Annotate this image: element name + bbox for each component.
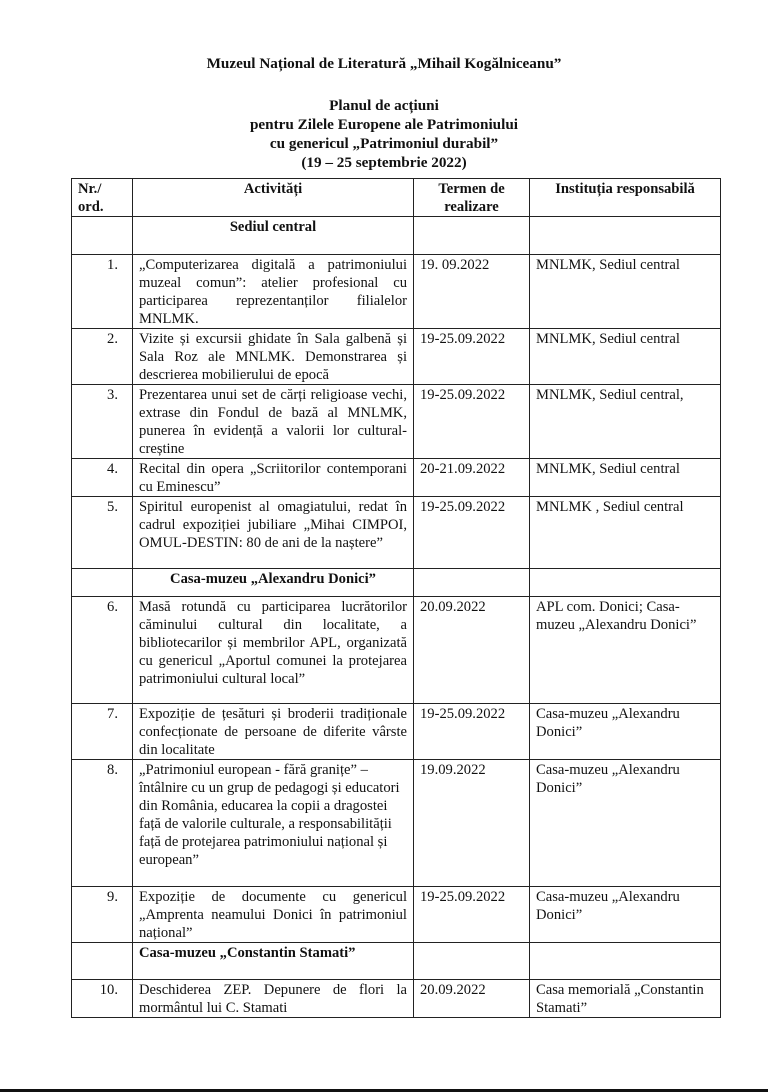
row-number: 9. [72, 887, 133, 943]
row-number: 1. [72, 255, 133, 329]
row-institution: Casa-muzeu „Alexandru Donici” [530, 704, 721, 760]
row-number: 6. [72, 597, 133, 704]
row-institution: MNLMK, Sediul central [530, 329, 721, 385]
section-title: Casa-muzeu „Alexandru Donici” [133, 569, 414, 597]
row-number: 8. [72, 760, 133, 887]
plan-heading-line: cu genericul „Patrimoniul durabil” [269, 135, 499, 152]
row-number: 7. [72, 704, 133, 760]
plan-heading-line: Planul de acțiuni [329, 97, 439, 114]
row-institution: Casa-muzeu „Alexandru Donici” [530, 887, 721, 943]
table-row [72, 597, 721, 704]
row-deadline: 19.09.2022 [414, 760, 530, 887]
table-header-row [72, 179, 721, 217]
header-activities: Activități [133, 179, 414, 217]
row-activity: „Computerizarea digitală a patrimoniului muzeal comun”: atelier profesional cu participarea reprezentanților filialelor MNLMK. [133, 255, 414, 329]
row-number: 2. [72, 329, 133, 385]
table-row [72, 980, 721, 1018]
row-number: 4. [72, 459, 133, 497]
row-activity: „Patrimoniul european - fără granițe” – întâlnire cu un grup de pedagogi și educatori din România, educarea la copii a dragostei față de valorile culturale, a responsabilității față de protejarea patrimoniului național și european” [133, 760, 414, 887]
table-row [72, 255, 721, 329]
row-number: 10. [72, 980, 133, 1018]
row-deadline: 19-25.09.2022 [414, 704, 530, 760]
row-activity: Expoziție de documente cu genericul „Amprenta neamului Donici în patrimoniul național” [133, 887, 414, 943]
row-institution: MNLMK, Sediul central [530, 255, 721, 329]
row-number: 3. [72, 385, 133, 459]
row-institution: Casa memorială „Constantin Stamati” [530, 980, 721, 1018]
table-row [72, 704, 721, 760]
row-activity: Recital din opera „Scriitorilor contemporani cu Eminescu” [133, 459, 414, 497]
row-institution: Casa-muzeu „Alexandru Donici” [530, 760, 721, 887]
row-deadline: 19-25.09.2022 [414, 385, 530, 459]
row-deadline: 19-25.09.2022 [414, 497, 530, 569]
section-title: Sediul central [133, 217, 414, 255]
header-nr: Nr./ ord. [72, 179, 133, 217]
header-deadline: Termen de realizare [414, 179, 530, 217]
row-activity: Deschiderea ZEP. Depunere de flori la mormântul lui C. Stamati [133, 980, 414, 1018]
row-activity: Spiritul europenist al omagiatului, redat în cadrul expoziției jubiliare „Mihai CIMPOI, OMUL-DESTIN: 80 de ani de la naștere” [133, 497, 414, 569]
table-row [72, 459, 721, 497]
header-institution: Instituția responsabilă [530, 179, 721, 217]
row-institution: MNLMK, Sediul central [530, 459, 721, 497]
section-row [72, 943, 721, 980]
table-row [72, 385, 721, 459]
plan-heading [0, 96, 768, 172]
section-title: Casa-muzeu „Constantin Stamati” [133, 943, 414, 980]
row-deadline: 20-21.09.2022 [414, 459, 530, 497]
row-number: 5. [72, 497, 133, 569]
row-activity: Prezentarea unui set de cărți religioase vechi, extrase din Fondul de bază al MNLMK, punerea în evidență a valorii lor cultural-creștine [133, 385, 414, 459]
row-activity: Expoziție de țesături și broderii tradiționale confecționate de persoane de diferite vârste din localitate [133, 704, 414, 760]
row-deadline: 19-25.09.2022 [414, 329, 530, 385]
institution-title: Muzeul Național de Literatură „Mihail Kogălniceanu” [206, 55, 562, 72]
row-deadline: 20.09.2022 [414, 980, 530, 1018]
row-activity: Vizite și excursii ghidate în Sala galbenă și Sala Roz ale MNLMK. Demonstrarea și descrierea mobilierului de epocă [133, 329, 414, 385]
table-row [72, 887, 721, 943]
row-deadline: 19. 09.2022 [414, 255, 530, 329]
plan-heading-line: (19 – 25 septembrie 2022) [301, 154, 467, 171]
row-institution: MNLMK , Sediul central [530, 497, 721, 569]
table-row [72, 760, 721, 887]
action-plan-table [71, 178, 721, 1018]
row-activity: Masă rotundă cu participarea lucrătorilor căminului cultural din localitate, a bibliotecarilor și membrilor APL, organizată cu genericul „Aportul comunei la protejarea patrimoniului cultural local” [133, 597, 414, 704]
section-row [72, 569, 721, 597]
row-deadline: 20.09.2022 [414, 597, 530, 704]
table-row [72, 329, 721, 385]
row-institution: MNLMK, Sediul central, [530, 385, 721, 459]
table-row [72, 497, 721, 569]
plan-heading-line: pentru Zilele Europene ale Patrimoniului [249, 116, 519, 133]
row-deadline: 19-25.09.2022 [414, 887, 530, 943]
section-row [72, 217, 721, 255]
row-institution: APL com. Donici; Casa-muzeu „Alexandru Donici” [530, 597, 721, 704]
